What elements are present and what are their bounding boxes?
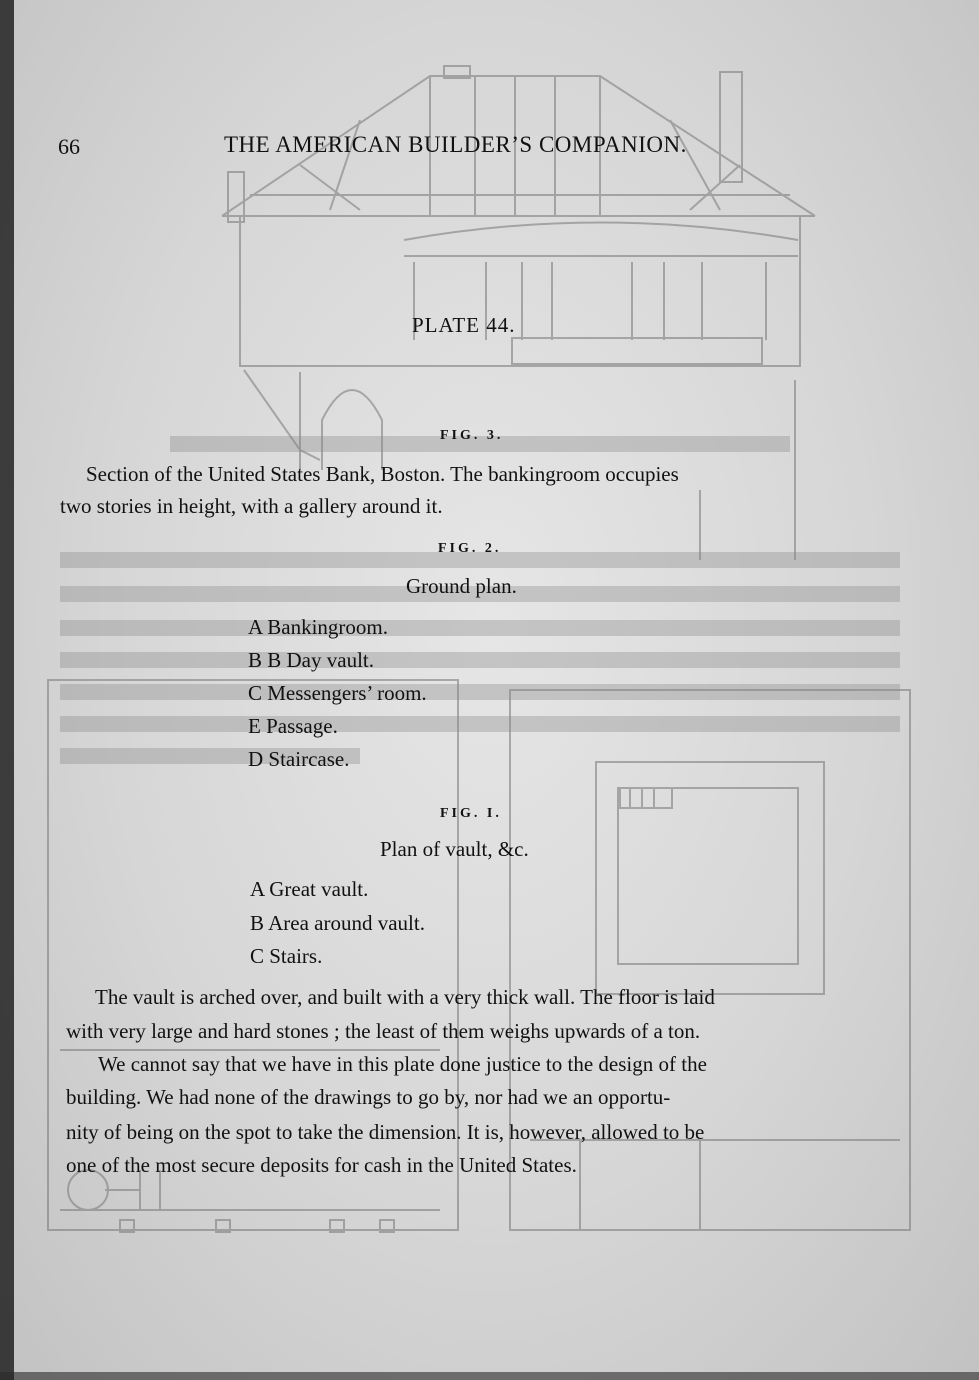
- fig1-legend-item: A Great vault.: [250, 877, 369, 901]
- fig2-label: FIG. 2.: [438, 541, 502, 556]
- body-line: The vault is arched over, and built with a very thick wall. The floor is laid: [95, 985, 715, 1009]
- fig2-legend-item: E Passage.: [248, 714, 338, 738]
- fig1-label: FIG. I.: [440, 806, 502, 821]
- page-number: 66: [58, 134, 80, 159]
- body-line: with very large and hard stones ; the least of them weighs upwards of a ton.: [66, 1019, 701, 1043]
- fig3-label: FIG. 3.: [440, 428, 504, 443]
- fig1-legend-item: B Area around vault.: [250, 911, 425, 935]
- fig3-caption-line-1: Section of the United States Bank, Boston. The bankingroom occupies: [86, 462, 679, 486]
- body-line: building. We had none of the drawings to go by, nor had we an opportu-: [66, 1085, 671, 1109]
- running-title: THE AMERICAN BUILDER’S COMPANION.: [224, 132, 687, 157]
- page-shadow-bottom: [0, 1372, 979, 1380]
- body-line: one of the most secure deposits for cash in the United States.: [66, 1153, 577, 1177]
- fig2-legend-item: D Staircase.: [248, 747, 350, 771]
- fig2-legend-item: B B Day vault.: [248, 648, 374, 672]
- fig2-subtitle: Ground plan.: [406, 574, 517, 598]
- page-shadow-left: [0, 0, 14, 1380]
- fig2-legend-item: A Bankingroom.: [248, 615, 388, 639]
- fig3-caption-line-2: two stories in height, with a gallery around it.: [60, 494, 443, 518]
- body-line: We cannot say that we have in this plate done justice to the design of the: [98, 1052, 707, 1076]
- fig1-legend-item: C Stairs.: [250, 944, 323, 968]
- plate-title: PLATE 44.: [412, 313, 516, 337]
- fig1-subtitle: Plan of vault, &c.: [380, 837, 529, 861]
- body-line: nity of being on the spot to take the dimension. It is, however, allowed to be: [66, 1120, 705, 1144]
- fig2-legend-item: C Messengers’ room.: [248, 681, 427, 705]
